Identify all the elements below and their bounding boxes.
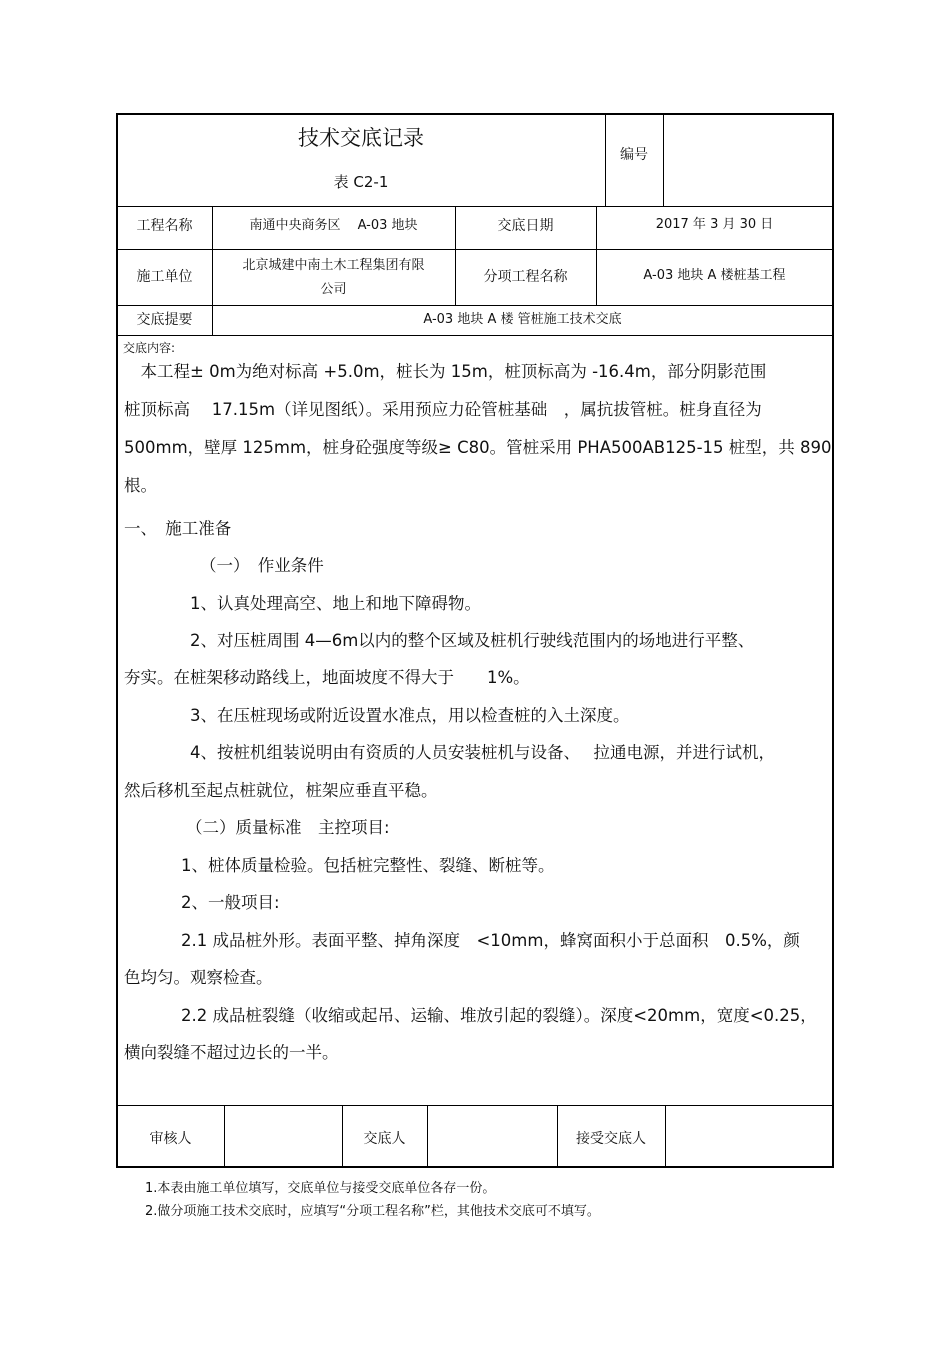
quality-item: 1、桩体质量检验。包括桩完整性、裂缝、断桩等。: [181, 856, 555, 875]
list-item: 夯实。在桩架移动路线上，地面坡度不得大于 1%。: [124, 668, 530, 687]
form-number: 表 C2-1: [333, 173, 389, 191]
quality-item: 色均匀。观察检查。: [124, 968, 273, 987]
quality-item: 2.2 成品桩裂缝（收缩或起吊、运输、堆放引起的裂缝）。深度<20mm，宽度<0.25，: [181, 1006, 817, 1025]
section-heading: 一、 施工准备: [124, 519, 232, 538]
quality-item: 横向裂缝不超过边长的一半。: [124, 1043, 339, 1062]
col-divider: [427, 1105, 428, 1167]
presenter-label: 交底人: [363, 1131, 406, 1147]
row-divider: [117, 249, 833, 250]
quality-item: 2.1 成品桩外形。表面平整、掉角深度 <10mm，蜂窝面积小于总面积 0.5%，颜: [181, 931, 800, 950]
contractor-line-1: 北京城建中南土木工程集团有限: [242, 258, 425, 273]
number-label: 编号: [620, 147, 648, 163]
content-paragraph-line: 桩顶标高 17.15m（详见图纸）。采用预应力砼管桩基础 ，属抗拔管桩。桩身直径为: [124, 400, 762, 419]
content-paragraph-line: 根。: [124, 476, 157, 495]
summary-label: 交底提要: [136, 312, 193, 328]
content-label: 交底内容:: [123, 341, 176, 355]
project-name-label: 工程名称: [136, 218, 193, 234]
col-divider: [224, 1105, 225, 1167]
content-paragraph-line: 本工程± 0m为绝对标高 +5.0m，桩长为 15m，桩顶标高为 -16.4m，部分阴影范围: [124, 362, 767, 381]
col-divider: [665, 1105, 666, 1167]
row-divider: [117, 206, 833, 207]
row-divider: [117, 335, 833, 336]
reviewer-label: 审核人: [149, 1131, 192, 1147]
project-name: 南通中央商务区 A-03 地块: [249, 218, 418, 233]
col-divider: [663, 114, 664, 206]
content-paragraph-line: 500mm，壁厚 125mm，桩身砼强度等级≥ C80。管桩采用 PHA500AB125-15 桩型，共 890: [124, 438, 832, 457]
list-item: 然后移机至起点桩就位，桩架应垂直平稳。: [124, 781, 438, 800]
contractor-line-2: 公司: [320, 282, 347, 297]
subsection-heading: （一） 作业条件: [200, 556, 324, 575]
summary-value: A-03 地块 A 楼 管桩施工技术交底: [423, 312, 622, 327]
list-item: 4、按桩机组装说明由有资质的人员安装桩机与设备、 拉通电源，并进行试机，: [190, 743, 775, 762]
receiver-label: 接受交底人: [576, 1131, 646, 1147]
subproject-value: A-03 地块 A 楼桩基工程: [643, 268, 786, 283]
date-value: 2017 年 3 月 30 日: [655, 217, 774, 232]
subsection-heading: （二）质量标准 主控项目:: [186, 818, 390, 837]
quality-item: 2、一般项目:: [181, 893, 280, 912]
date-label: 交底日期: [497, 218, 554, 234]
form-title: 技术交底记录: [298, 126, 424, 150]
subproject-label: 分项工程名称: [483, 269, 568, 285]
footnote: 2.做分项施工技术交底时，应填写“分项工程名称”栏，其他技术交底可不填写。: [145, 1204, 600, 1219]
list-item: 2、对压桩周围 4—6m以内的整个区域及桩机行驶线范围内的场地进行平整、: [190, 631, 755, 650]
row-divider: [117, 305, 833, 306]
list-item: 1、认真处理高空、地上和地下障碍物。: [190, 594, 481, 613]
contractor-label: 施工单位: [136, 269, 193, 285]
footnote: 1.本表由施工单位填写，交底单位与接受交底单位各存一份。: [145, 1181, 496, 1196]
list-item: 3、在压桩现场或附近设置水准点，用以检查桩的入土深度。: [190, 706, 630, 725]
